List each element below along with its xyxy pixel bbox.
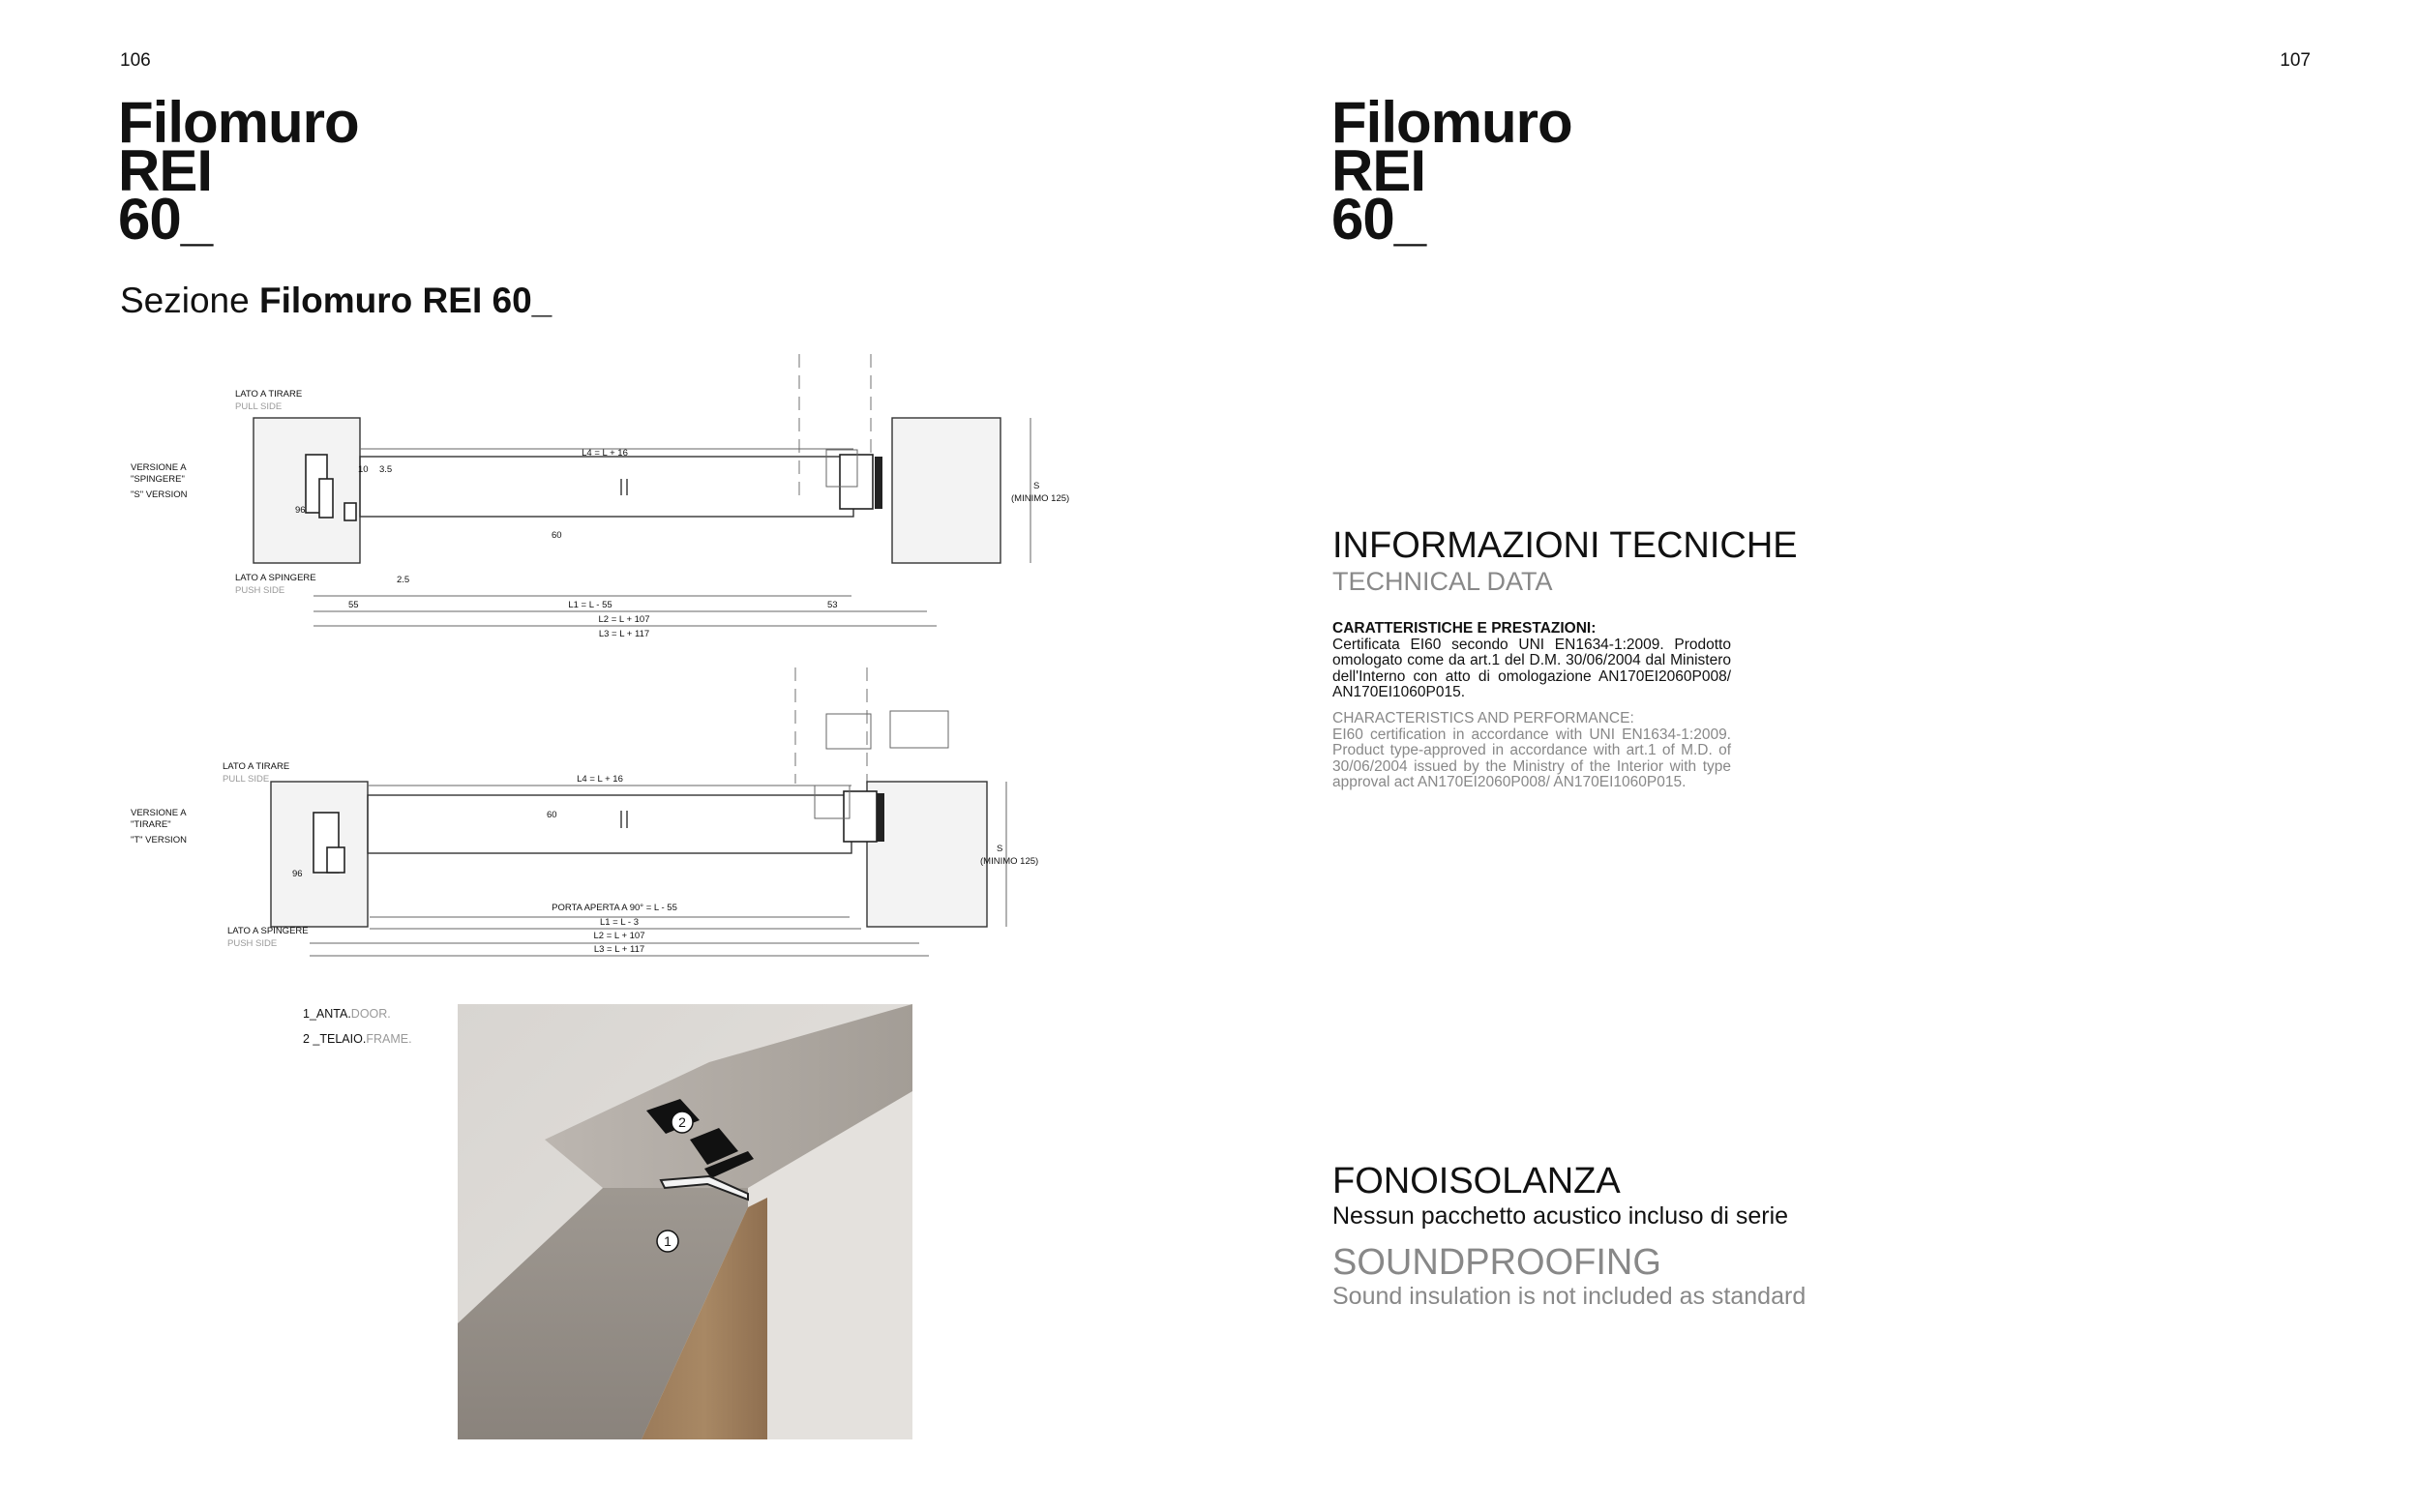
dim-open: PORTA APERTA A 90° = L - 55 — [552, 903, 677, 913]
version-label: "TIRARE" — [131, 819, 171, 830]
frame-profile-left — [327, 847, 344, 873]
soundproofing-title-en: SOUNDPROOFING — [1332, 1242, 1661, 1283]
dim-l3: L3 = L + 117 — [593, 944, 645, 955]
frame-profile-left — [319, 479, 333, 518]
dim-53: 53 — [827, 600, 838, 610]
tech-info-title: INFORMAZIONI TECNICHE — [1332, 525, 1798, 566]
dim-s: S — [1033, 481, 1040, 491]
soundproofing-title-it: FONOISOLANZA — [1332, 1161, 1621, 1201]
dim-l4: L4 = L + 16 — [582, 448, 628, 459]
dim-l4: L4 = L + 16 — [577, 774, 623, 785]
door-open-outline — [890, 711, 948, 748]
characteristics-it-title: CARATTERISTICHE E PRESTAZIONI: — [1332, 620, 1597, 637]
soundproofing-text-it: Nessun pacchetto acustico incluso di serie — [1332, 1202, 1789, 1230]
page-title-left — [118, 90, 359, 252]
push-side-label-en: PUSH SIDE — [227, 938, 278, 949]
dim-l3: L3 = L + 117 — [598, 629, 650, 639]
right-wall — [867, 782, 987, 927]
legend-en: DOOR. — [350, 1007, 391, 1021]
push-side-label: LATO A SPINGERE — [235, 573, 316, 583]
characteristics-en-title: CHARACTERISTICS AND PERFORMANCE: — [1332, 710, 1634, 726]
dim-10: 10 — [358, 464, 369, 475]
dim-60: 60 — [552, 530, 562, 541]
version-label: VERSIONE A — [131, 462, 187, 473]
frame-profile-right — [840, 455, 873, 509]
door-leaf — [368, 795, 851, 853]
push-side-label: LATO A SPINGERE — [227, 926, 309, 936]
section-title — [120, 281, 552, 321]
pull-side-label-en: PULL SIDE — [235, 401, 283, 412]
marker-label: 1 — [664, 1233, 672, 1249]
characteristics-en-text: EI60 certification in accordance with UNI EN1634-1:2009. Product type-approved in accordance with art.1 of M.D. of 30/06/2004 issued by the Ministry of the Interior with type approval act AN170EI2060P008/ AN170EI1060P015. — [1332, 726, 1731, 790]
legend-it: 1_ANTA. — [303, 1007, 351, 1021]
right-wall — [892, 418, 1000, 563]
version-label: "S" VERSION — [131, 489, 188, 500]
dim-l2: L2 = L + 107 — [598, 614, 650, 625]
characteristics-en — [1332, 711, 1731, 791]
legend-item — [303, 1007, 391, 1021]
push-side-label-en: PUSH SIDE — [235, 585, 285, 596]
marker-label: 2 — [678, 1114, 686, 1130]
dim-60: 60 — [547, 810, 557, 820]
product-photo — [458, 1004, 912, 1439]
section-drawing-t-version — [116, 658, 1084, 967]
dim-35: 3.5 — [379, 464, 393, 475]
door-open-outline — [826, 714, 871, 749]
version-label: "SPINGERE" — [131, 474, 185, 485]
dim-s: S — [997, 844, 1003, 854]
frame-profile-right — [844, 791, 877, 842]
dim-25: 2.5 — [397, 575, 410, 585]
page-number-left: 106 — [120, 50, 151, 71]
dim-96: 96 — [295, 505, 306, 516]
dim-96: 96 — [292, 869, 303, 879]
dim-55: 55 — [348, 600, 359, 610]
legend-en: FRAME. — [366, 1032, 412, 1046]
dim-min: (MINIMO 125) — [980, 856, 1039, 867]
seal — [877, 793, 884, 842]
title-line: REI — [118, 138, 213, 203]
section-title-prefix: Sezione — [120, 281, 259, 320]
legend-it: 2 _TELAIO. — [303, 1032, 367, 1046]
tech-info-subtitle: TECHNICAL DATA — [1332, 567, 1553, 596]
characteristics-it-text: Certificata EI60 secondo UNI EN1634-1:2009. Prodotto omologato come da art.1 del D.M. 30/06/2004 dal Ministero dell'Interno con atto di omologazione AN170EI2060P008/ AN170EI1060P015. — [1332, 636, 1731, 700]
door-leaf — [360, 457, 853, 517]
page-title-right — [1331, 90, 1572, 252]
pull-side-label-en: PULL SIDE — [223, 774, 270, 785]
title-line: Filomuro — [118, 90, 359, 155]
dim-min: (MINIMO 125) — [1011, 493, 1070, 504]
title-line: 60_ — [1331, 187, 1426, 252]
dim-l2: L2 = L + 107 — [593, 931, 645, 941]
dim-l1: L1 = L - 55 — [568, 600, 612, 610]
title-line: 60_ — [118, 187, 213, 252]
title-line: Filomuro — [1331, 90, 1572, 155]
version-label: "T" VERSION — [131, 835, 187, 845]
page-number-right: 107 — [2280, 50, 2311, 71]
title-line: REI — [1331, 138, 1426, 203]
pull-side-label: LATO A TIRARE — [223, 761, 290, 772]
soundproofing-text-en: Sound insulation is not included as standard — [1332, 1283, 1807, 1310]
pull-side-label: LATO A TIRARE — [235, 389, 303, 400]
seal — [875, 457, 882, 509]
characteristics-it — [1332, 621, 1731, 701]
section-title-bold: Filomuro REI 60_ — [259, 281, 552, 320]
legend-item — [303, 1032, 412, 1046]
dim-l1: L1 = L - 3 — [599, 917, 640, 928]
frame-profile-left — [344, 503, 356, 520]
section-drawing-s-version — [116, 348, 1084, 658]
version-label: VERSIONE A — [131, 808, 187, 818]
